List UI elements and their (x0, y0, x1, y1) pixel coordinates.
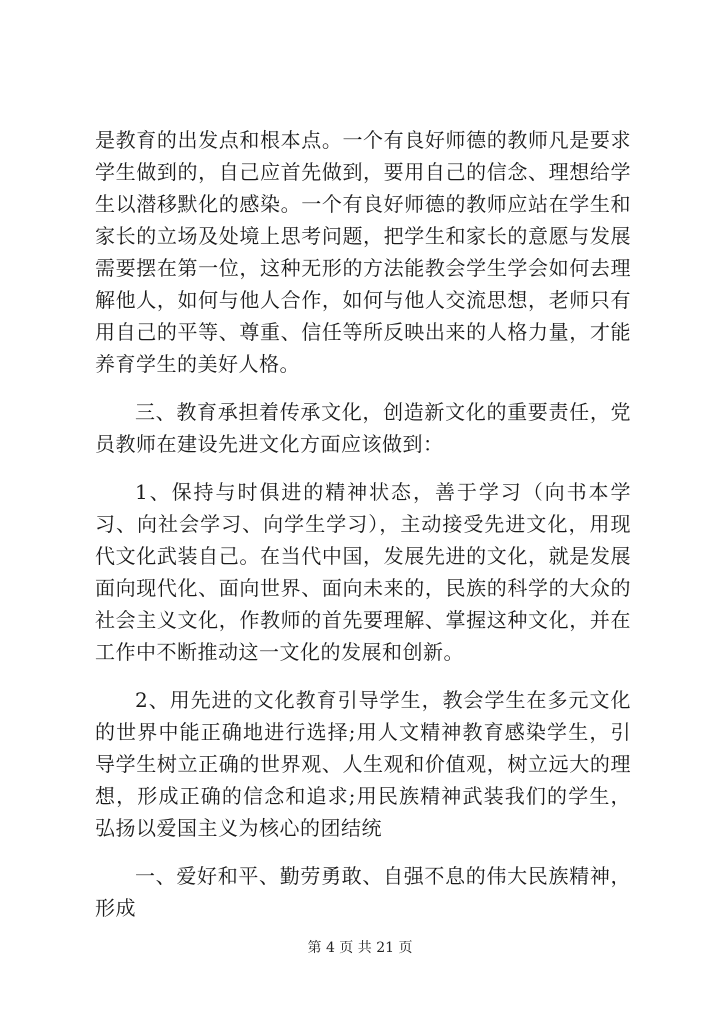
paragraph-section-three-heading: 三、教育承担着传承文化，创造新文化的重要责任，党员教师在建设先进文化方面应该做到： (95, 400, 631, 456)
document-body (95, 124, 631, 940)
paragraph-national-spirit: 一、爱好和平、勤劳勇敢、自强不息的伟大民族精神，形成 (95, 864, 631, 920)
page-number-footer: 第 4 页 共 21 页 (307, 940, 413, 956)
paragraph-continuation: 是教育的出发点和根本点。一个有良好师德的教师凡是要求学生做到的，自己应首先做到，要用自己的信念、理想给学生以潜移默化的感染。一个有良好师德的教师应站在学生和家长的立场及处境上思考问题，把学生和家长的意愿与发展需要摆在第一位，这种无形的方法能教会学生学会如何去理解他人，如何与他人合作，如何与他人交流思想，老师只有用自己的平等、尊重、信任等所反映出来的人格力量，才能养育学生的美好人格。 (95, 128, 631, 376)
paragraph-item-one: 1、保持与时俱进的精神状态，善于学习（向书本学习、向社会学习、向学生学习），主动接受先进文化，用现代文化武装自己。在当代中国，发展先进的文化，就是发展面向现代化、面向世界、面向未来的，民族的科学的大众的社会主义文化，作教师的首先要理解、掌握这种文化，并在工作中不断推动这一文化的发展和创新。 (95, 480, 631, 664)
paragraph-item-two: 2、用先进的文化教育引导学生，教会学生在多元文化的世界中能正确地进行选择;用人文精神教育感染学生，引导学生树立正确的世界观、人生观和价值观，树立远大的理想，形成正确的信念和追求;用民族精神武装我们的学生，弘扬以爱国主义为核心的团结统 (95, 688, 631, 840)
